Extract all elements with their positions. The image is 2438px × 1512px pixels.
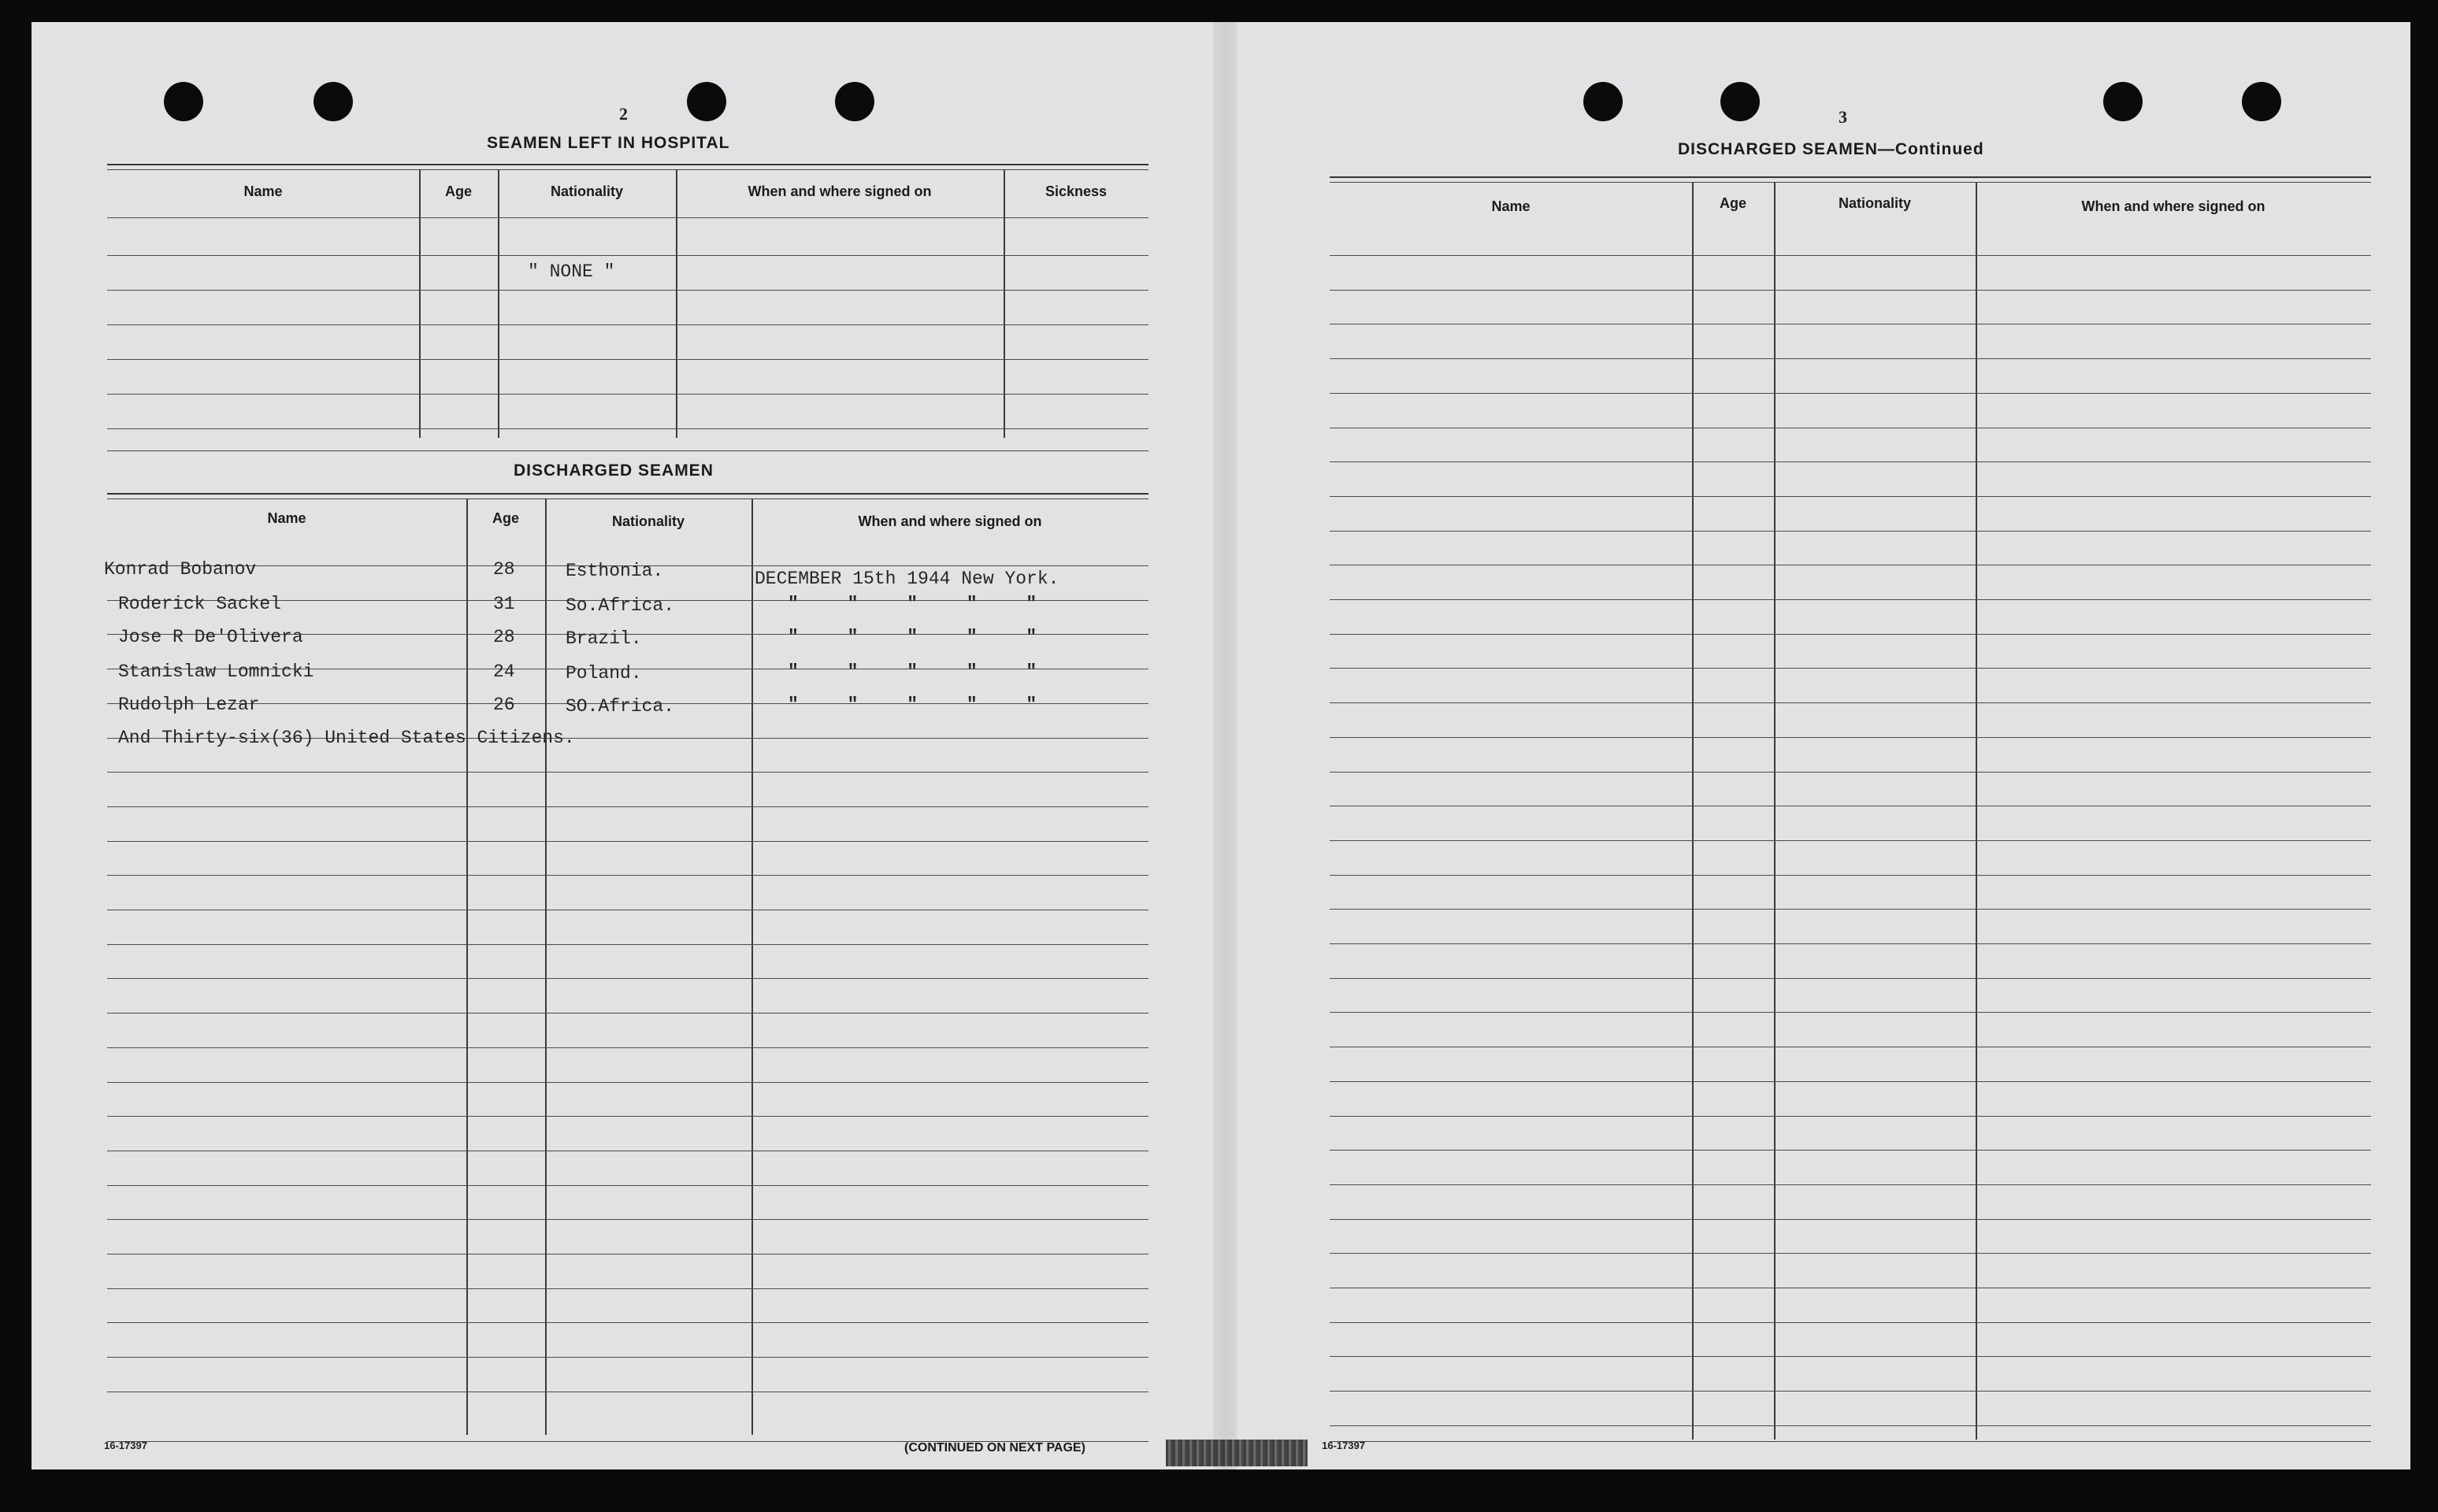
seaman-signed-on: DECEMBER 15th 1944 New York. bbox=[755, 569, 1059, 589]
row-line bbox=[107, 1185, 1148, 1186]
seaman-age: 28 bbox=[493, 627, 515, 647]
column-divider bbox=[1004, 170, 1005, 438]
table-top-rule bbox=[107, 164, 1148, 165]
row-line bbox=[1330, 290, 2371, 291]
col-sickness-header: Sickness bbox=[1045, 183, 1108, 199]
row-line bbox=[107, 772, 1148, 773]
row-line bbox=[107, 978, 1148, 979]
col-nationality-header: Nationality bbox=[1838, 195, 1911, 211]
page-fold bbox=[1213, 22, 1237, 1469]
row-line bbox=[1330, 531, 2371, 532]
seaman-nationality: Esthonia. bbox=[566, 561, 664, 581]
continued-section-title: DISCHARGED SEAMEN—Continued bbox=[1678, 140, 1984, 158]
row-line bbox=[107, 806, 1148, 807]
seaman-nationality: So.Africa. bbox=[566, 595, 675, 616]
column-divider bbox=[1976, 183, 1977, 1440]
row-line bbox=[107, 255, 1148, 256]
row-line bbox=[107, 324, 1148, 325]
punch-hole bbox=[1583, 82, 1623, 121]
document-scan bbox=[32, 22, 2410, 1469]
left-page bbox=[32, 22, 1213, 1469]
row-line bbox=[107, 1288, 1148, 1289]
col-nationality-header: Nationality bbox=[550, 183, 623, 199]
row-line bbox=[1330, 1391, 2371, 1392]
row-line bbox=[1330, 496, 2371, 497]
seaman-name: Rudolph Lezar bbox=[118, 695, 260, 715]
hospital-entry: " NONE " bbox=[528, 261, 615, 282]
column-divider bbox=[676, 170, 677, 438]
discharged-section-title: DISCHARGED SEAMEN bbox=[514, 461, 714, 480]
row-line bbox=[107, 1013, 1148, 1014]
table-top-rule bbox=[107, 498, 1148, 499]
page-number: 3 bbox=[1839, 107, 1847, 127]
row-line bbox=[1330, 1116, 2371, 1117]
row-line bbox=[107, 428, 1148, 429]
row-line bbox=[1330, 1081, 2371, 1082]
row-line bbox=[107, 841, 1148, 842]
row-line bbox=[107, 944, 1148, 945]
form-number: 16-17397 bbox=[1322, 1440, 1365, 1451]
row-line bbox=[1330, 599, 2371, 600]
right-page bbox=[1237, 22, 2410, 1469]
table-top-rule bbox=[107, 169, 1148, 170]
ditto-marks: " " " " " bbox=[788, 662, 1037, 682]
row-line bbox=[1330, 1150, 2371, 1151]
row-line bbox=[1330, 737, 2371, 738]
table-top-rule bbox=[107, 493, 1148, 495]
seaman-name: Jose R De'Olivera bbox=[118, 627, 303, 647]
column-divider bbox=[1692, 183, 1694, 1440]
ditto-marks: " " " " " bbox=[788, 627, 1037, 647]
column-divider bbox=[466, 499, 468, 1435]
row-line bbox=[107, 359, 1148, 360]
punch-hole bbox=[314, 82, 353, 121]
punch-hole bbox=[2242, 82, 2281, 121]
seaman-nationality: Poland. bbox=[566, 663, 642, 684]
row-line bbox=[1330, 1219, 2371, 1220]
row-line bbox=[1330, 358, 2371, 359]
row-line bbox=[1330, 634, 2371, 635]
row-line bbox=[1330, 1322, 2371, 1323]
col-signed-on-header: When and where signed on bbox=[858, 513, 1042, 529]
seaman-name: Roderick Sackel bbox=[118, 594, 282, 614]
row-line bbox=[1330, 840, 2371, 841]
seaman-age: 31 bbox=[493, 594, 515, 614]
ditto-marks: " " " " " bbox=[788, 695, 1037, 715]
column-divider bbox=[498, 170, 499, 438]
row-line bbox=[107, 290, 1148, 291]
page-number: 2 bbox=[619, 104, 628, 124]
row-line bbox=[1330, 393, 2371, 394]
form-number: 16-17397 bbox=[104, 1440, 147, 1451]
row-line bbox=[107, 1082, 1148, 1083]
seaman-age: 26 bbox=[493, 695, 515, 715]
punch-hole bbox=[164, 82, 203, 121]
table-top-rule bbox=[1330, 182, 2371, 183]
col-age-header: Age bbox=[1719, 195, 1746, 211]
summary-line: And Thirty-six(36) United States Citizens. bbox=[118, 728, 575, 748]
row-line bbox=[107, 217, 1148, 218]
row-line bbox=[1330, 875, 2371, 876]
seaman-age: 24 bbox=[493, 662, 515, 682]
col-age-header: Age bbox=[492, 510, 519, 526]
row-line bbox=[1330, 909, 2371, 910]
row-line bbox=[1330, 1253, 2371, 1254]
col-name-header: Name bbox=[1491, 198, 1531, 214]
row-line bbox=[107, 1219, 1148, 1220]
punch-hole bbox=[687, 82, 726, 121]
hospital-section-title: SEAMEN LEFT IN HOSPITAL bbox=[487, 134, 730, 152]
row-line bbox=[107, 1322, 1148, 1323]
seaman-nationality: Brazil. bbox=[566, 628, 642, 649]
seaman-name: Stanislaw Lomnicki bbox=[118, 662, 314, 682]
table-bottom-rule bbox=[107, 450, 1148, 451]
col-name-header: Name bbox=[267, 510, 306, 526]
row-line bbox=[1330, 1012, 2371, 1013]
col-signed-on-header: When and where signed on bbox=[748, 183, 932, 199]
col-nationality-header: Nationality bbox=[611, 513, 685, 529]
col-name-header: Name bbox=[243, 183, 283, 199]
row-line bbox=[1330, 668, 2371, 669]
row-line bbox=[1330, 943, 2371, 944]
seaman-name: Konrad Bobanov bbox=[104, 559, 257, 580]
row-line bbox=[107, 394, 1148, 395]
punch-hole bbox=[835, 82, 874, 121]
row-line bbox=[1330, 702, 2371, 703]
row-line bbox=[107, 1357, 1148, 1358]
punch-hole bbox=[2103, 82, 2143, 121]
punch-hole bbox=[1720, 82, 1760, 121]
seaman-nationality: SO.Africa. bbox=[566, 696, 675, 717]
seaman-age: 28 bbox=[493, 559, 515, 580]
row-line bbox=[1330, 255, 2371, 256]
row-line bbox=[1330, 1184, 2371, 1185]
row-line bbox=[1330, 1425, 2371, 1426]
row-line bbox=[1330, 461, 2371, 462]
col-age-header: Age bbox=[444, 183, 472, 199]
column-divider bbox=[419, 170, 421, 438]
table-bottom-rule bbox=[1330, 1441, 2371, 1442]
table-top-rule bbox=[1330, 176, 2371, 178]
row-line bbox=[1330, 978, 2371, 979]
col-signed-on-header: When and where signed on bbox=[2081, 198, 2265, 214]
column-divider bbox=[751, 499, 753, 1435]
column-divider bbox=[545, 499, 547, 1435]
row-line bbox=[107, 875, 1148, 876]
continued-note: (CONTINUED ON NEXT PAGE) bbox=[904, 1441, 1085, 1455]
ditto-marks: " " " " " bbox=[788, 594, 1037, 614]
row-line bbox=[1330, 772, 2371, 773]
column-divider bbox=[1774, 183, 1776, 1440]
row-line bbox=[107, 1047, 1148, 1048]
row-line bbox=[107, 1116, 1148, 1117]
row-line bbox=[1330, 1356, 2371, 1357]
